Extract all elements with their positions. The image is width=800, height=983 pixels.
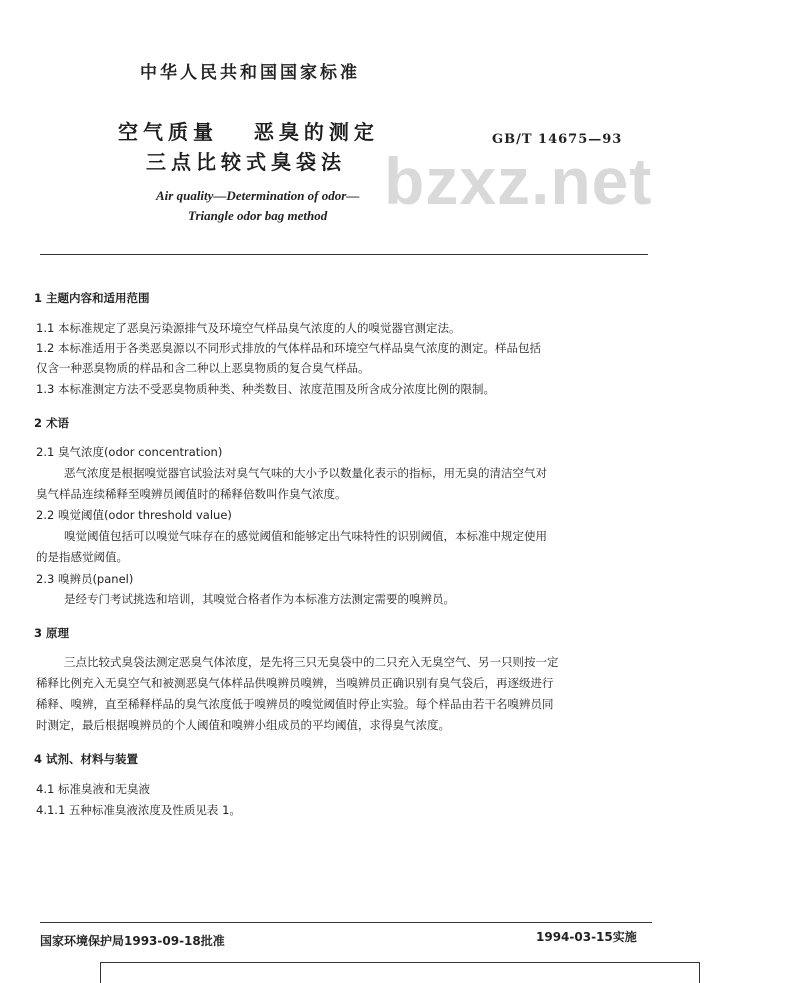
clause-1-1: 1.1 本标准规定了恶臭污染源排气及环境空气样品臭气浓度的人的嗅觉器官测定法。 bbox=[36, 321, 461, 335]
document-title-line-2: 三点比较式臭袋法 bbox=[146, 150, 346, 174]
clause-4-1: 4.1 标准臭液和无臭液 bbox=[36, 782, 150, 796]
section-1-heading: 1 主题内容和适用范围 bbox=[34, 291, 150, 305]
implementation-date: 1994-03-15实施 bbox=[536, 930, 637, 944]
section-2-heading: 2 术语 bbox=[34, 416, 70, 430]
site-watermark: bzxz.net bbox=[384, 144, 653, 218]
term-2-2-definition-line-1: 嗅觉阈值包括可以嗅觉气味存在的感觉阈值和能够定出气味特性的识别阈值，本标准中规定使用 bbox=[64, 529, 547, 543]
english-title-line-1: Air quality—Determination of odor— bbox=[156, 188, 360, 203]
standard-code: GB/T 14675—93 bbox=[492, 132, 623, 147]
principle-line-1: 三点比较式臭袋法测定恶臭气体浓度，是先将三只无臭袋中的二只充入无臭空气、另一只则按一定 bbox=[64, 655, 559, 669]
principle-line-2: 稀释比例充入无臭空气和被测恶臭气体样品供嗅辨员嗅辨，当嗅辨员正确识别有臭气袋后，再逐级进行 bbox=[36, 676, 554, 690]
approval-date: 国家环境保护局1993-09-18批准 bbox=[40, 934, 225, 948]
term-2-3: 2.3 嗅辨员(panel) bbox=[36, 572, 134, 586]
principle-line-3: 稀释、嗅辨，直至稀释样品的臭气浓度低于嗅辨员的嗅觉阈值时停止实验。每个样品由若干名嗅辨员同 bbox=[36, 697, 554, 711]
clause-1-2-line-1: 1.2 本标准适用于各类恶臭源以不同形式排放的气体样品和环境空气样品臭气浓度的测定。样品包括 bbox=[36, 341, 541, 355]
document-title-line-1: 空气质量 恶臭的测定 bbox=[118, 120, 379, 144]
clause-4-1-1: 4.1.1 五种标准臭液浓度及性质见表 1。 bbox=[36, 803, 241, 817]
clause-1-3: 1.3 本标准测定方法不受恶臭物质种类、种类数目、浓度范围及所含成分浓度比例的限制。 bbox=[36, 382, 495, 396]
clause-1-2-line-2: 仅含一种恶臭物质的样品和含二种以上恶臭物质的复合臭气样品。 bbox=[36, 361, 370, 375]
footer-divider bbox=[40, 922, 652, 923]
term-2-3-definition: 是经专门考试挑选和培训，其嗅觉合格者作为本标准方法测定需要的嗅辨员。 bbox=[64, 592, 455, 606]
term-2-1-definition-line-1: 恶气浓度是根据嗅觉器官试验法对臭气气味的大小予以数量化表示的指标，用无臭的清洁空气对 bbox=[64, 466, 547, 480]
english-title-line-2: Triangle odor bag method bbox=[188, 208, 328, 223]
principle-line-4: 时测定，最后根据嗅辨员的个人阈值和嗅辨小组成员的平均阈值，求得臭气浓度。 bbox=[36, 718, 450, 732]
term-2-2: 2.2 嗅觉阈值(odor threshold value) bbox=[36, 508, 232, 522]
term-2-1-definition-line-2: 臭气样品连续稀释至嗅辨员阈值时的稀释倍数叫作臭气浓度。 bbox=[36, 487, 347, 501]
header-divider bbox=[40, 254, 648, 255]
section-4-heading: 4 试剂、材料与装置 bbox=[34, 752, 139, 766]
term-2-2-definition-line-2: 的是指感觉阈值。 bbox=[36, 550, 128, 564]
national-standard-title: 中华人民共和国国家标准 bbox=[140, 63, 360, 83]
section-3-heading: 3 原理 bbox=[34, 626, 70, 640]
next-page-frame bbox=[100, 962, 700, 983]
term-2-1: 2.1 臭气浓度(odor concentration) bbox=[36, 445, 223, 459]
